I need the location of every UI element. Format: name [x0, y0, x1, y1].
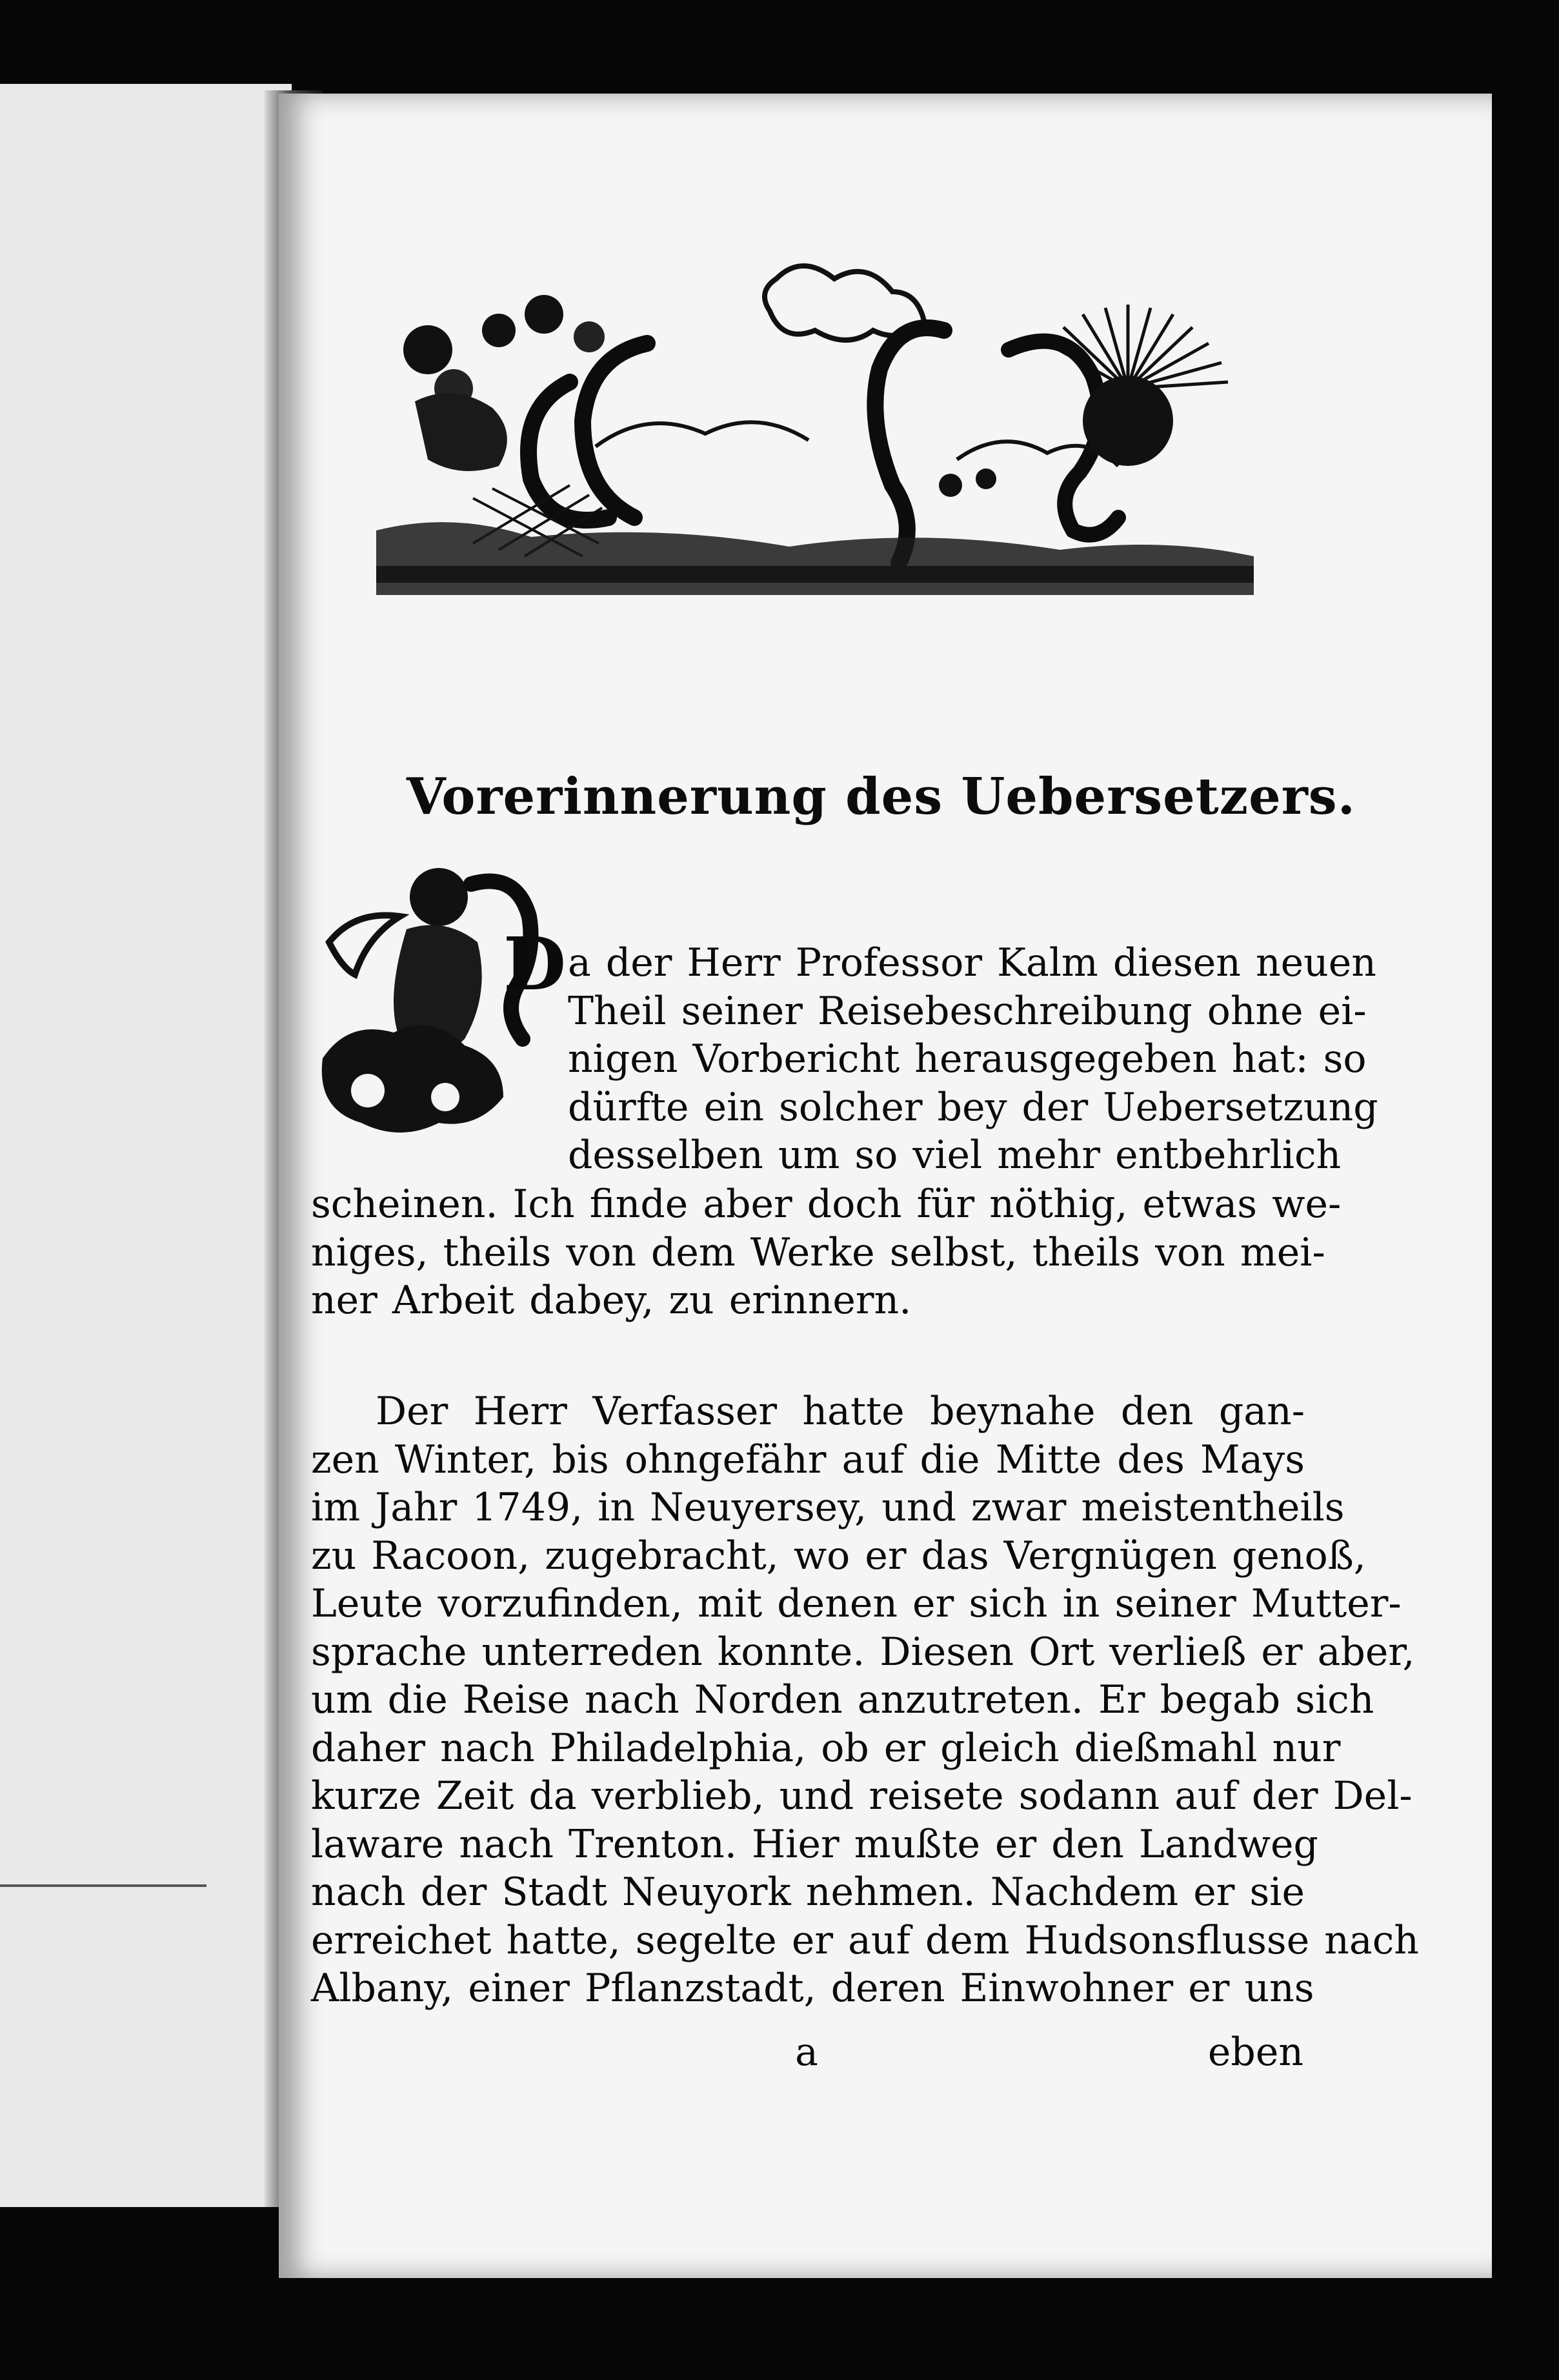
- text-line: Theil seiner Reisebeschreibung ohne ei-: [568, 988, 1367, 1034]
- text-line: nach der Stadt Neuyork nehmen. Nachdem er sie: [311, 1870, 1305, 1915]
- text-line: zen Winter, bis ohngefähr auf die Mitte des Mays: [311, 1437, 1305, 1482]
- text-line: daher nach Philadelphia, ob er gleich dießmahl nur: [311, 1725, 1341, 1771]
- text-line: um die Reise nach Norden anzutreten. Er begab sich: [311, 1677, 1374, 1722]
- text-line: kurze Zeit da verblieb, und reisete sodann auf der Del-: [311, 1773, 1413, 1819]
- text-line: Leute vorzufinden, mit denen er sich in seiner Mutter-: [311, 1581, 1402, 1626]
- text-line: desselben um so viel mehr entbehrlich: [568, 1133, 1342, 1178]
- left-page: [0, 84, 292, 2207]
- headpiece-ornament-icon: [376, 253, 1254, 592]
- catchword: eben: [1207, 2030, 1303, 2075]
- text-line: niges, theils von dem Werke selbst, theils von mei-: [311, 1229, 1325, 1275]
- left-page-rule: [0, 1884, 206, 1887]
- paragraph-1-full: [311, 1180, 1342, 1325]
- drop-cap-initial: D: [503, 922, 567, 1007]
- text-line: laware nach Trenton. Hier mußte er den Landweg: [311, 1821, 1318, 1867]
- text-line: erreichet hatte, segelte er auf dem Hudsonsflusse nach: [311, 1917, 1419, 1963]
- text-line: dürfte ein solcher bey der Uebersetzung: [568, 1084, 1378, 1130]
- paragraph-2: [311, 1387, 1419, 2013]
- signature-mark: a: [795, 2030, 818, 2075]
- text-line: scheinen. Ich finde aber doch für nöthig, etwas we-: [311, 1182, 1342, 1227]
- text-line: Albany, einer Pflanzstadt, deren Einwohner er uns: [311, 1966, 1314, 2011]
- paragraph-1-indented: [568, 939, 1378, 1180]
- page-title: Vorerinnerung des Uebersetzers.: [407, 767, 1356, 826]
- text-line: Der Herr Verfasser hatte beynahe den gan-: [376, 1389, 1305, 1434]
- text-line: im Jahr 1749, in Neuyersey, und zwar meistentheils: [311, 1485, 1345, 1530]
- text-line: sprache unterreden konnte. Diesen Ort verließ er aber,: [311, 1629, 1415, 1675]
- text-line: ner Arbeit dabey, zu erinnern.: [311, 1278, 912, 1323]
- text-line: nigen Vorbericht herausgegeben hat: so: [568, 1036, 1367, 1082]
- text-line: a der Herr Professor Kalm diesen neuen: [568, 940, 1376, 985]
- text-line: zu Racoon, zugebracht, wo er das Vergnügen genoß,: [311, 1533, 1366, 1578]
